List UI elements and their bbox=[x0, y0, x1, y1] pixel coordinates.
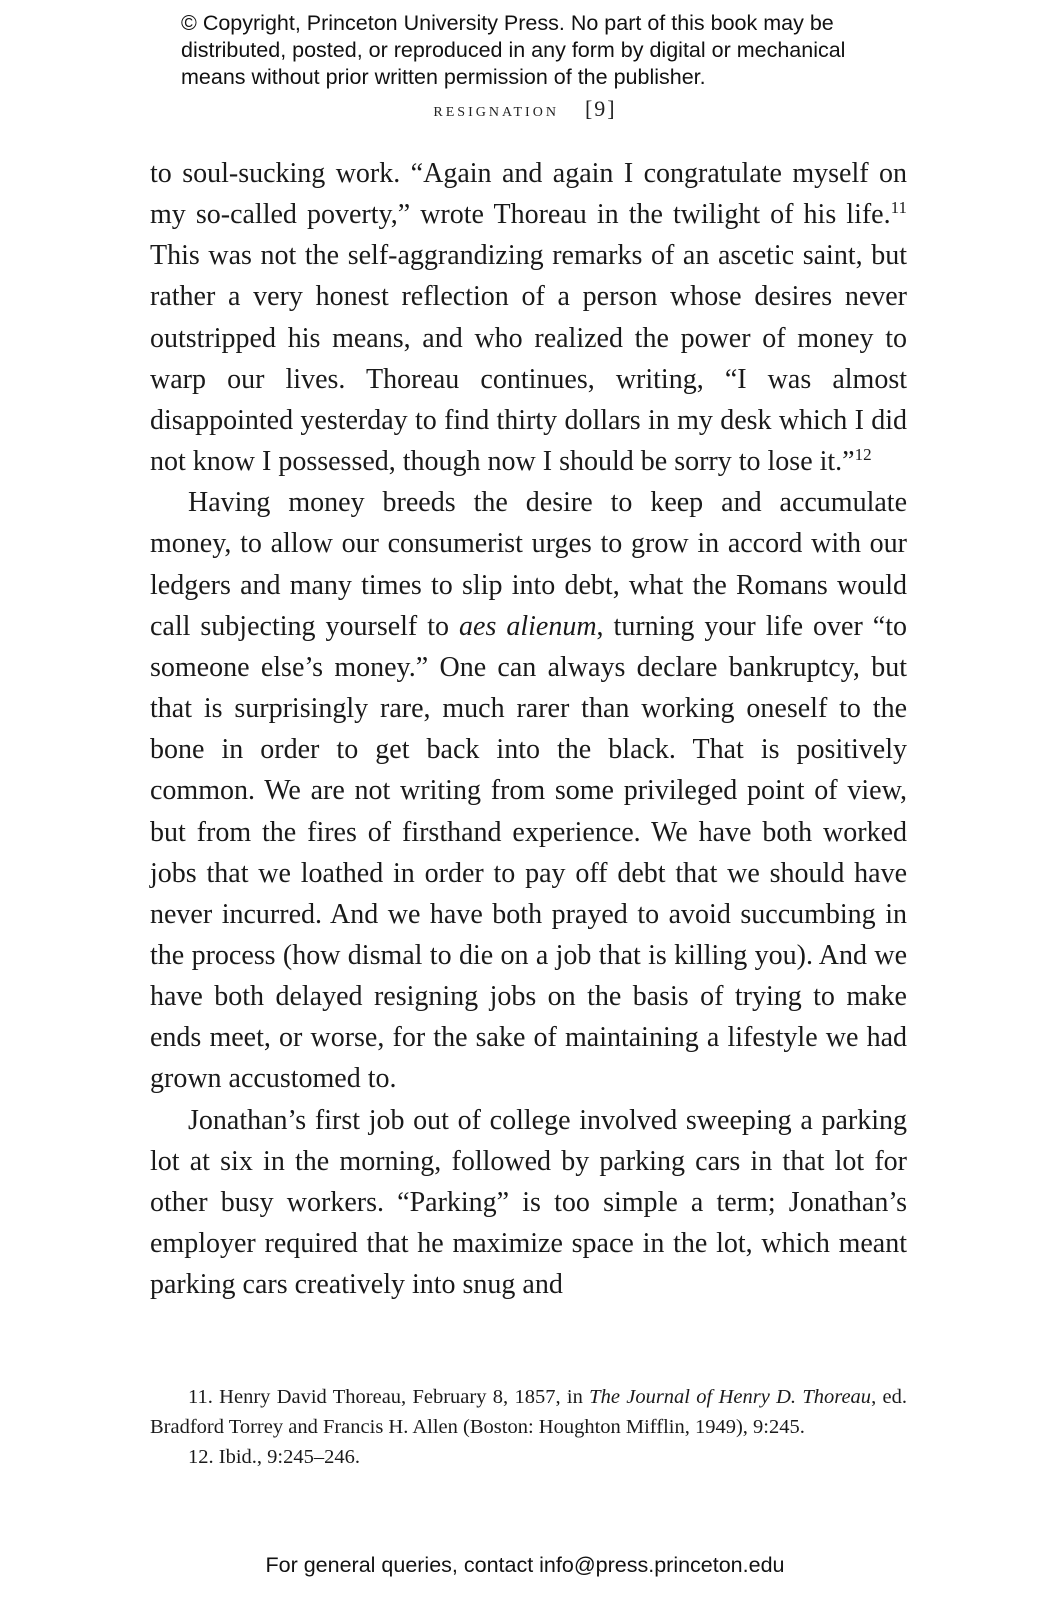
copyright-notice bbox=[181, 10, 941, 91]
paragraph-text: , turning your life over “to someone else’s money.” One can always declare bankruptcy, but that is surprisingly rare, much rarer than working oneself to the bone in order to get back into the black. That is positively common. We are not writing from some privileged point of view, but from the fires of firsthand experience. We have both worked jobs that we loathed in order to pay off debt that we should have never incurred. And we have both prayed to avoid succumbing in the process (how dismal to die on a job that is killing you). And we have both delayed resigning jobs on the basis of trying to make ends meet, or worse, for the sake of maintaining a lifestyle we had grown accustomed to. bbox=[150, 610, 907, 1095]
running-head bbox=[0, 96, 1050, 122]
paragraph bbox=[150, 482, 907, 1099]
copyright-line: © Copyright, Princeton University Press. No part of this book may be bbox=[181, 11, 834, 35]
italic-phrase: aes alienum bbox=[459, 610, 597, 642]
paragraph-text: This was not the self-aggrandizing remarks of an ascetic saint, but rather a very honest reflection of a person whose desires never outstripped his means, and who realized the power of money to warp our lives. Thoreau continues, writing, “I was almost disappointed yesterday to find thirty dollars in my desk which I did not know I possessed, though now I should be sorry to lose it.” bbox=[150, 240, 907, 478]
footnote-ref: 12 bbox=[854, 445, 872, 465]
running-title: resignation bbox=[433, 99, 559, 121]
paragraph: Jonathan’s first job out of college involved sweeping a parking lot at six in the morning, followed by parking cars in that lot for other busy workers. “Parking” is too simple a term; Jonathan’s employer required that he maximize space in the lot, which meant parking cars creatively into snug and bbox=[150, 1104, 907, 1301]
copyright-line: distributed, posted, or reproduced in any form by digital or mechanical bbox=[181, 38, 846, 62]
footnote-text: 11. Henry David Thoreau, February 8, 1857, in bbox=[188, 1386, 590, 1408]
copyright-line: means without prior written permission of the publisher. bbox=[181, 65, 706, 89]
footnote-title: The Journal of Henry D. Thoreau bbox=[589, 1386, 872, 1408]
contact-line: For general queries, contact info@press.princeton.edu bbox=[265, 1553, 785, 1577]
footnote-text: , ed. Bradford Torrey and Francis H. Allen (Boston: Houghton Mifflin, 1949), 9:245. bbox=[150, 1386, 907, 1438]
footnotes bbox=[150, 1382, 907, 1472]
paragraph bbox=[150, 153, 907, 482]
footnote-12: 12. Ibid., 9:245–246. bbox=[188, 1446, 360, 1468]
footnote-11 bbox=[150, 1382, 907, 1442]
paragraph-text: Having money breeds the desire to keep and accumulate money, to allow our consumerist urges to grow in accord with our ledgers and many times to slip into debt, what the Romans would call subjecting yourself to bbox=[150, 487, 907, 642]
page-number: [9] bbox=[584, 96, 617, 121]
main-text bbox=[150, 153, 907, 1305]
footnote-ref: 11 bbox=[890, 198, 907, 218]
paragraph-text: to soul-sucking work. “Again and again I congratulate myself on my so-called poverty,” wrote Thoreau in the twilight of his life. bbox=[150, 158, 907, 231]
